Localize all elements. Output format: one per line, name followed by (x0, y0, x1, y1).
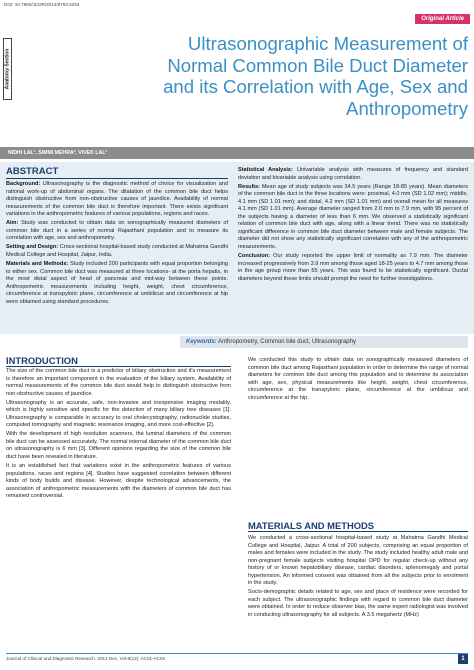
article-title: Ultrasonographic Measurement of Normal Common Bile Duct Diameter and its Correlation with Age, Sex and Anthropometry (163, 33, 468, 119)
abstract-heading: ABSTRACT (6, 166, 59, 177)
methods-paragraph: We conducted a cross-sectional hospital-based study at Mahatma Gandhi Medical College and Hospital, Jaipur. A total of 200 subjects, comprising an equal proportion of males and females were included in the study. The study included healthy adult male and non-pregnant female subjects visiting hospital OPD for regular check-up without any history of or known hepatobiliary disease, cardiac disorders, splenomegaly and portal hypertension. An informed consent was obtained from all the subjects prior to enrolment in the study. (248, 535, 468, 587)
methods-column (248, 535, 468, 621)
abstract-results: Results: Mean age of study subjects was 34.5 years (Range 18-85 years). Mean diameters of the common bile duct in the three locations were: proximal, 4.0 mm (SD 1.02 mm); middle, 4.1 mm (SD 1.01 mm); and distal, 4.2 mm (SD 1.01 mm) and overall mean for all measures 4.1 mm (SD 1.01 mm). Average diameter ranged from 2.0 mm to 7.9 mm, with 95 percent of the subjects having a diameter of less than 6 mm. We observed a statistically significant relation of common bile duct with age, along with a linear trend. There was no statistically significant difference in common bile duct diameter between male and female subjects. The diameter did not show any statistically significant correlation with any of the anthropometric measurements. (238, 183, 468, 250)
abstract-aim: Aim: Study was conducted to obtain data on sonographically measured diameters of common bile duct in a series of normal Rajasthani population and to measure its correlation with age, sex and anthropometry. (6, 220, 229, 242)
page-number: 1 (458, 654, 468, 664)
keywords-label: Keywords: (186, 338, 217, 345)
keywords-text: Anthropometry, Common bile duct, Ultrasonography (218, 338, 356, 345)
section-tab-label: Anatomy Section (4, 48, 11, 90)
section-tab (3, 38, 12, 100)
abstract-right-column (238, 167, 468, 285)
introduction-heading: INTRODUCTION (6, 355, 78, 366)
introduction-column (6, 368, 231, 502)
article-type-badge: Original Article (415, 14, 470, 24)
abstract-left-column (6, 181, 228, 308)
intro-paragraph: We conducted this study to obtain data on sonographically measured diameters of common bile duct among Rajasthani population in order to determine the range of normal diameters for common bile duct among this population and to determine its association with age, sex, physical measurements like height, weight, chest circumference, circumference at the transpyloric plane, circumference at the umbilicus and circumference at the hip. (248, 357, 468, 401)
methods-divider (248, 531, 468, 532)
abstract-statistical: Statistical Analysis: Univariable analysis with measures of frequency and standard deviation and bivariable analysis using correlation. (238, 167, 468, 181)
methods-heading: MATERIALS AND METHODS (248, 520, 375, 531)
methods-paragraph: Socio-demographic details related to age, sex and place of residence were recorded for each subject. The ultrasonographic findings with regard to common bile duct diameter were obtained. In order to reduce observer bias, the same expert radiologist was involved in conducting ultrasonography for all subjects. A 3.5 megahertz (MHz) (248, 589, 468, 618)
intro-paragraph: Ultrasonography is an accurate, safe, non-invasive and inexpensive imaging modality, which is highly sensitive and specific for the detection of many biliary tree diseases [1]. Ultrasonography is comparable in accuracy to oral cholecystography, radionuclide studies, computed tomography and magnetic resonance imaging, and more cost-effective [2]. (6, 399, 231, 429)
intro-paragraph: The size of the common bile duct is a predictor of biliary obstruction and it's measurement is therefore an important component in the evaluation of the biliary system. Availability of normal measurements of the common bile duct would help to distinguish obstructive from non-obstructive causes of jaundice. (6, 368, 231, 397)
abstract-background: Background: Ultrasonography is the diagnostic method of choice for visualization and rational work-up of abdominal organs. The dilatation of the common bile duct helps distinguish obstructive from non-obstructive causes of jaundice. Availability of normal measurements of the common bile duct is therefore important. There exists significant variations in the anthropometric features of various populations, regions and races. (6, 181, 228, 218)
introduction-divider (6, 366, 231, 367)
intro-paragraph: It is an established fact that variations exist in the anthropometric features of various populations, races and regions [4]. Studies have suggested correlation between different kinds of body builds and disease. However, despite technological advancements, the association of anthropometric measurements with the diameters of common bile duct has remained controversial. (6, 463, 231, 500)
intro-right-column (248, 357, 468, 404)
doi-text: DOI: 10.7860/JCDR/2014/8793.5253 (4, 2, 80, 7)
intro-paragraph: With the development of high resolution scanners, the luminal diameters of the common bile duct can be assessed accurately. The normal internal diameter of the common bile duct on ultrasonography is 6 mm [3]. Different opinions regarding the size of the common bile duct have been revealed in literature. (6, 431, 231, 461)
abstract-conclusion: Conclusion: Our study reported the upper limit of normality as 7.9 mm. The diameter increased progressively from 3.9 mm among those aged 18-25 years to 4.7 mm among those in the age group more than 55 years. This was found to be statistically significant. Ductal diameters beyond these limits should prompt the need for further investigations. (238, 253, 468, 282)
footer-divider (6, 653, 468, 654)
abstract-divider (6, 178, 228, 179)
abstract-setting: Setting and Design: Cross-sectional hospital-based study conducted at Mahatma Gandhi Medical College and Hospital, Jaipur, India. (6, 244, 228, 258)
authors-bar: NIDHI LAL¹, SIMMI MEHRA², VIVEK LAL³ (0, 147, 474, 159)
abstract-materials: Materials and Methods: Study included 200 participants with equal proportion belonging to either sex. Common bile duct was measured at three locations- at the porta hepatis, in the most distal aspect of head of pancreas and mid-way between these points. Anthropometric measurements including height, weight, chest circumference, circumference at transpyloric plane, circumference at umbilicus and circumference at hip were obtained using standard procedures. (6, 260, 228, 305)
footer-citation: Journal of Clinical and Diagnostic Research. 2014 Dec, Vol-8(12): AC01-AC04 (6, 656, 166, 661)
keywords-bar (180, 336, 468, 348)
